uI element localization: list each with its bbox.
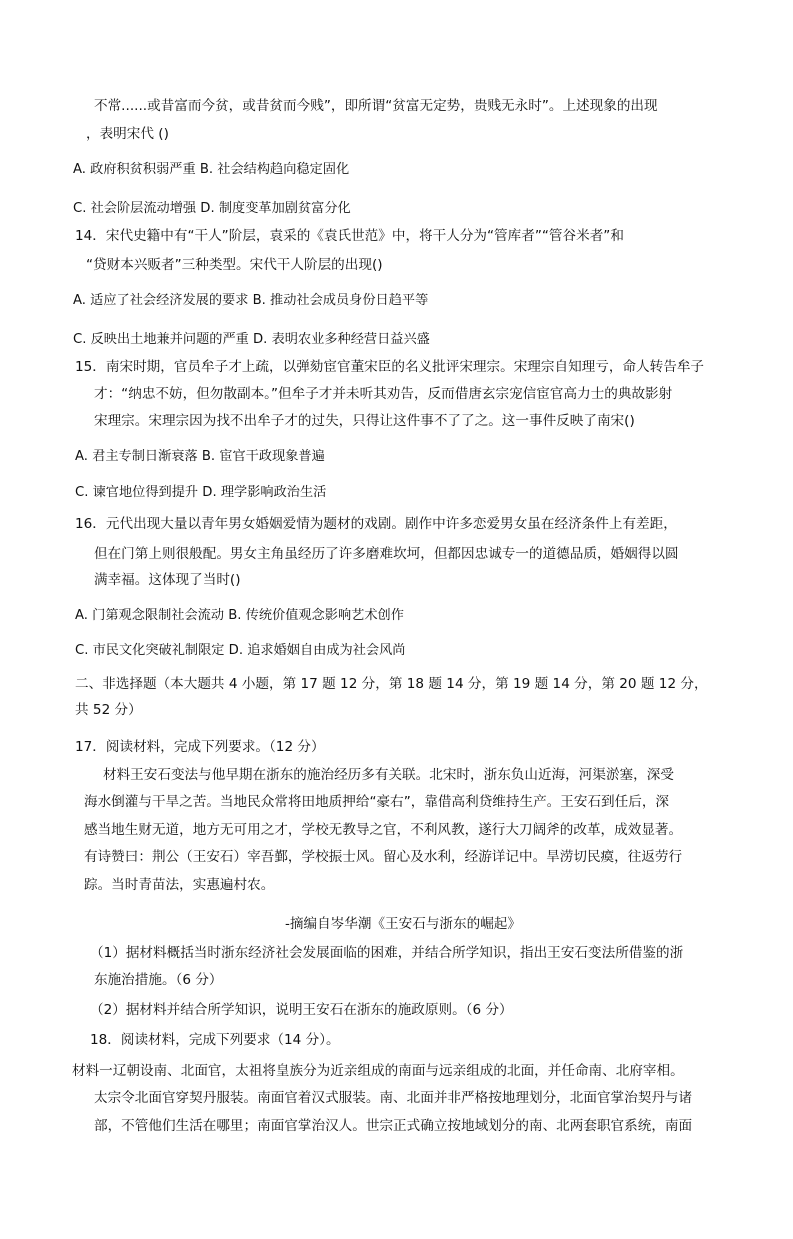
material-paragraph: 太宗令北面官穿契丹服装。南面官着汉式服装。南、北面并非严格按地理划分，北面官掌治契丹与诸 (94, 1090, 693, 1106)
question-18: 18．阅读材料，完成下列要求（14 分）。 (90, 1032, 340, 1048)
source-citation: -摘编自岑华潮《王安石与浙东的崛起》 (285, 916, 521, 932)
text-line: 才：“纳忠不妨，但勿散副本。”但牟子才并未听其劝告，反而借唐玄宗宠信宦官高力士的典故影射 (94, 386, 673, 402)
question-16: 16．元代出现大量以青年男女婚姻爱情为题材的戏剧。剧作中许多恋爱男女虽在经济条件上有差距， (75, 516, 677, 532)
answer-option-line: C. 社会阶层流动增强 D. 制度变革加剧贫富分化 (73, 201, 351, 216)
material-paragraph: 有诗赞曰：荆公（王安石）宰吾鄞，学校振士风。留心及水利，经游详记中。旱涝切民瘼，往返劳行 (84, 849, 683, 865)
material-paragraph: 部，不管他们生活在哪里；南面官掌治汉人。世宗正式确立按地域划分的南、北两套职官系统，南面 (94, 1118, 693, 1134)
answer-option-line: A. 门第观念限制社会流动 B. 传统价值观念影响艺术创作 (75, 608, 404, 623)
text-line: 满幸福。这体现了当时() (94, 572, 241, 588)
question-14: 14．宋代史籍中有“干人”阶层，袁采的《袁氏世范》中，将干人分为“管库者”“管谷米者”和 (75, 228, 624, 244)
answer-option-line: A. 适应了社会经济发展的要求 B. 推动社会成员身份日趋平等 (73, 293, 429, 308)
material-paragraph: 海水倒灌与干旱之苦。当地民众常将田地质押给“豪右”，靠借高利贷维持生产。王安石到任后，深 (84, 794, 670, 810)
text-line: 宋理宗。宋理宗因为找不出牟子才的过失，只得让这件事不了了之。这一事件反映了南宋() (94, 413, 635, 429)
question-15: 15．南宋时期，官员牟子才上疏，以弹劾宦官董宋臣的名义批评宋理宗。宋理宗自知理亏，命人转告牟子 (75, 359, 705, 375)
answer-option-line: C. 反映出土地兼并问题的严重 D. 表明农业多种经营日益兴盛 (73, 332, 430, 347)
material-paragraph: 感当地生财无道，地方无可用之才，学校无教导之官，不利风教，遂行大刀阔斧的改革，成效显著。 (84, 822, 683, 838)
answer-option-line: C. 谏官地位得到提升 D. 理学影响政治生活 (75, 485, 327, 500)
text-line: 但在门第上则很般配。男女主角虽经历了许多磨难坎坷，但都因忠诚专一的道德品质，婚姻得以圆 (94, 546, 679, 562)
material-paragraph: 踪。当时青苗法，实惠遍村农。 (84, 877, 275, 893)
sub-question: （2）据材料并结合所学知识，说明王安石在浙东的施政原则。（6 分） (90, 1002, 513, 1018)
text-line: “贷财本兴贩者”三种类型。宋代干人阶层的出现() (86, 257, 383, 273)
answer-option-line: C. 市民文化突破礼制限定 D. 追求婚姻自由成为社会风尚 (75, 643, 406, 658)
material-paragraph: 材料王安石变法与他早期在浙东的施治经历多有关联。北宋时，浙东负山近海，河渠淤塞，深受 (103, 767, 674, 783)
sub-question: （1）据材料概括当时浙东经济社会发展面临的困难，并结合所学知识，指出王安石变法所借鉴的浙 (90, 945, 684, 961)
question-17: 17．阅读材料，完成下列要求。（12 分） (75, 739, 325, 755)
sub-question: 东施治措施。（6 分） (94, 972, 223, 988)
text-line: ，表明宋代 () (86, 126, 169, 142)
section-heading: 二、非选择题（本大题共 4 小题，第 17 题 12 分，第 18 题 14 分，第 19 题 14 分，第 20 题 12 分， (75, 676, 708, 692)
answer-option-line: A. 政府积贫积弱严重 B. 社会结构趋向稳定固化 (73, 162, 350, 177)
section-heading: 共 52 分） (75, 702, 142, 718)
answer-option-line: A. 君主专制日渐衰落 B. 宦官干政现象普遍 (75, 449, 325, 464)
material-paragraph: 材料一辽朝设南、北面官，太祖将皇族分为近亲组成的南面与远亲组成的北面，并任命南、北府宰相。 (72, 1063, 684, 1079)
text-line: 不常......或昔富而今贫，或昔贫而今贱”，即所谓“贫富无定势，贵贱无永时”。上述现象的出现 (94, 98, 658, 114)
